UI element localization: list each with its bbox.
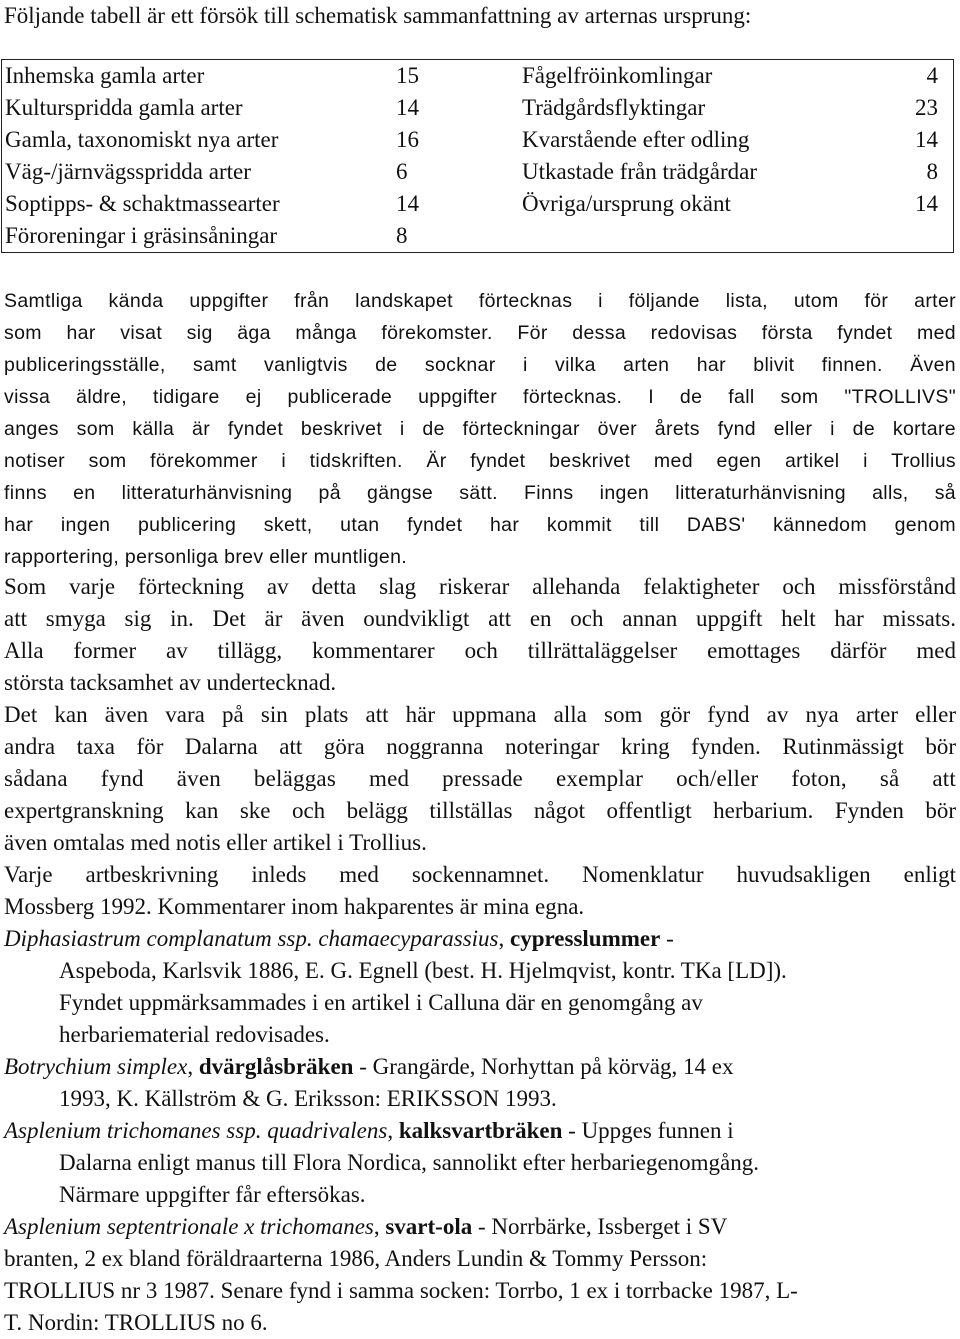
species-entry-diphasiastrum (4, 923, 956, 1051)
paragraph-line: Samtliga kända uppgifter från landskapet förtecknas i följande lista, utom för arter (4, 290, 956, 312)
left-label: Väg-/järnvägsspridda arter (5, 159, 251, 184)
right-label: Kvarstående efter odling (522, 127, 750, 152)
right-count: 14 (915, 127, 938, 152)
left-count: 15 (396, 63, 419, 88)
paragraph-line: Varje artbeskrivning inleds med sockennamnet. Nomenklatur huvudsakligen enligt (4, 862, 956, 887)
paragraph-line: även omtalas med notis eller artikel i Trollius. (4, 830, 427, 855)
species-heading (4, 1115, 956, 1147)
left-count: 16 (396, 127, 419, 152)
table-row (2, 156, 955, 188)
right-label: Övriga/ursprung okänt (522, 191, 731, 216)
errors-paragraph (4, 571, 956, 699)
sources-paragraph (4, 285, 956, 573)
species-entry-asplenium-hybrid (4, 1211, 956, 1339)
paragraph-line: Det kan även vara på sin plats att här uppmana alla som gör fynd av nya arter eller (4, 702, 956, 727)
species-text-line: 1993, K. Källström & G. Eriksson: ERIKSSON 1993. (59, 1086, 557, 1111)
paragraph-line: som har visat sig äga många förekomster. För dessa redovisas första fyndet med (4, 322, 956, 344)
paragraph-line: Alla former av tillägg, kommentarer och tillrättaläggelser emottages därför med (4, 638, 956, 663)
species-text: - (660, 926, 674, 951)
right-count: 4 (926, 63, 938, 88)
species-text: - Grangärde, Norhyttan på körväg, 14 ex (353, 1054, 734, 1079)
right-label: Fågelfröinkomlingar (522, 63, 713, 88)
species-text-line: TROLLIUS nr 3 1987. Senare fynd i samma socken: Torrbo, 1 ex i torrbacke 1987, L- (4, 1278, 798, 1303)
table-row (2, 92, 955, 124)
intro-text: Följande tabell är ett försök till schematisk sammanfattning av arternas ursprung: (4, 3, 752, 28)
new-taxa-paragraph (4, 699, 956, 859)
species-text: - Norrbärke, Issberget i SV (472, 1214, 728, 1239)
common-name: kalksvartbräken (398, 1118, 563, 1143)
scientific-name: Diphasiastrum complanatum ssp. chamaecyparassius (4, 926, 499, 951)
species-text: - Uppges funnen i (562, 1118, 734, 1143)
common-name: svart-ola (385, 1214, 473, 1239)
left-count: 6 (396, 159, 408, 184)
paragraph-line: andra taxa för Dalarna att göra noggranna noteringar kring fynden. Rutinmässigt bör (4, 734, 956, 759)
origin-summary-table (1, 59, 954, 253)
name-separator: , (187, 1054, 199, 1079)
left-label: Gamla, taxonomiskt nya arter (5, 127, 279, 152)
left-count: 14 (396, 191, 419, 216)
paragraph-line: största tacksamhet av undertecknad. (4, 670, 337, 695)
left-label: Inhemska gamla arter (5, 63, 205, 88)
species-heading (4, 1211, 956, 1243)
species-text-line: T. Nordin: TROLLIUS no 6. (4, 1310, 268, 1335)
paragraph-line: finns en litteraturhänvisning på gängse sätt. Finns ingen litteraturhänvisning alls, så (4, 482, 956, 504)
paragraph-line: har ingen publicering skett, utan fyndet har kommit till DABS' kännedom genom (4, 514, 956, 536)
paragraph-line: Som varje förteckning av detta slag riskerar allehanda felaktigheter och missförstånd (4, 574, 956, 599)
name-separator: , (498, 926, 510, 951)
nomenclature-paragraph (4, 859, 956, 923)
right-label: Utkastade från trädgårdar (522, 159, 757, 184)
name-separator: , (387, 1118, 399, 1143)
left-count: 14 (396, 95, 419, 120)
left-count: 8 (396, 223, 408, 248)
paragraph-line: publiceringsställe, samt vanligtvis de socknar i vilka arten har blivit finnen. Även (4, 354, 956, 376)
scientific-name: Asplenium trichomanes ssp. quadrivalens (4, 1118, 388, 1143)
table-row (2, 124, 955, 156)
species-heading (4, 923, 956, 955)
table-row (2, 188, 955, 220)
paragraph-line: rapportering, personliga brev eller muntligen. (4, 546, 408, 568)
species-text-line: herbariematerial redovisades. (59, 1022, 330, 1047)
species-text-line: Närmare uppgifter får eftersökas. (59, 1182, 366, 1207)
name-separator: , (373, 1214, 386, 1239)
common-name: cypresslummer (510, 926, 661, 951)
left-label: Soptipps- & schaktmassearter (5, 191, 280, 216)
right-count: 8 (926, 159, 938, 184)
right-count: 23 (915, 95, 938, 120)
left-label: Föroreningar i gräsinsåningar (5, 223, 278, 248)
species-heading (4, 1051, 956, 1083)
right-label: Trädgårdsflyktingar (522, 95, 706, 120)
species-text-line: Fyndet uppmärksammades i en artikel i Calluna där en genomgång av (59, 990, 703, 1015)
table-row (2, 60, 955, 92)
scientific-name: Asplenium septentrionale x trichomanes (4, 1214, 374, 1239)
paragraph-line: anges som källa är fyndet beskrivet i de förteckningar över årets fynd eller i de kortare (4, 418, 956, 440)
species-text-line: Dalarna enligt manus till Flora Nordica, sannolikt efter herbariegenomgång. (59, 1150, 759, 1175)
paragraph-line: att smyga sig in. Det är även oundvikligt att en och annan uppgift helt har missats. (4, 606, 956, 631)
paragraph-line: sådana fynd även beläggas med pressade exemplar och/eller foton, så att (4, 766, 956, 791)
species-entry-asplenium-trichomanes (4, 1115, 956, 1211)
species-text-line: Aspeboda, Karlsvik 1886, E. G. Egnell (best. H. Hjelmqvist, kontr. TKa [LD]). (59, 958, 787, 983)
paragraph-line: expertgranskning kan ske och belägg tillställas något offentligt herbarium. Fynden bör (4, 798, 956, 823)
paragraph-line: vissa äldre, tidigare ej publicerade uppgifter förtecknas. I de fall som "TROLLIVS" (4, 386, 956, 408)
species-text-line: branten, 2 ex bland föräldraarterna 1986, Anders Lundin & Tommy Persson: (4, 1246, 708, 1271)
common-name: dvärglåsbräken (198, 1054, 354, 1079)
left-label: Kulturspridda gamla arter (5, 95, 243, 120)
scientific-name: Botrychium simplex (4, 1054, 188, 1079)
paragraph-line: Mossberg 1992. Kommentarer inom hakparentes är mina egna. (4, 894, 585, 919)
paragraph-line: notiser som förekommer i tidskriften. Är fyndet beskrivet med egen artikel i Trollius (4, 450, 956, 472)
right-count: 14 (915, 191, 938, 216)
species-entry-botrychium (4, 1051, 956, 1115)
table-row (2, 220, 955, 252)
